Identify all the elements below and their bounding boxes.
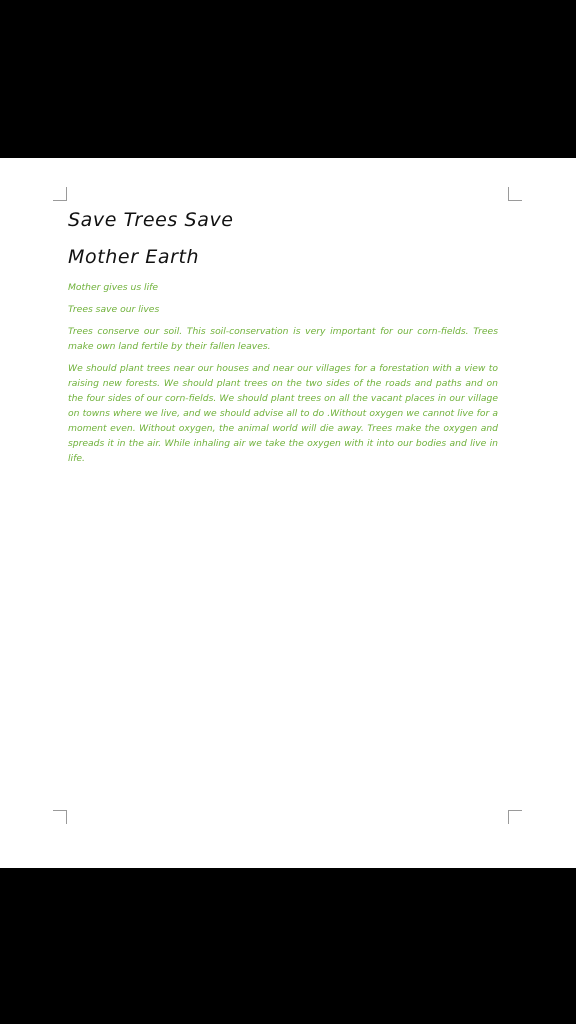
- paragraph-trees: Trees save our lives: [68, 304, 160, 315]
- crop-mark-bottom-left: [53, 810, 67, 824]
- crop-mark-top-left: [53, 187, 67, 201]
- crop-mark-top-right: [508, 187, 522, 201]
- paragraph-plant-trees: We should plant trees near our houses and near our villages for a forestation with a view to raising new forests. We should plant trees on the two sides of the roads and paths and on the four sides of our corn-fields. We should plant trees on all the vacant places in our village on towns where we live, and we should advise all to do .Without oxygen we cannot live for a moment even. Without oxygen, the animal world will die away. Trees make the oxygen and spreads it in the air. While inhaling air we take the oxygen with it into our bodies and live in life.: [68, 363, 498, 464]
- document-title: Save Trees Save Mother Earth: [68, 209, 234, 268]
- paragraph-soil: Trees conserve our soil. This soil-conservation is very important for our corn-fields. Trees make own land fertile by their fallen leaves.: [68, 326, 498, 352]
- document-page[interactable]: [0, 158, 576, 868]
- document-body: [68, 202, 498, 473]
- paragraph-mother: Mother gives us life: [68, 282, 159, 293]
- crop-mark-bottom-right: [508, 810, 522, 824]
